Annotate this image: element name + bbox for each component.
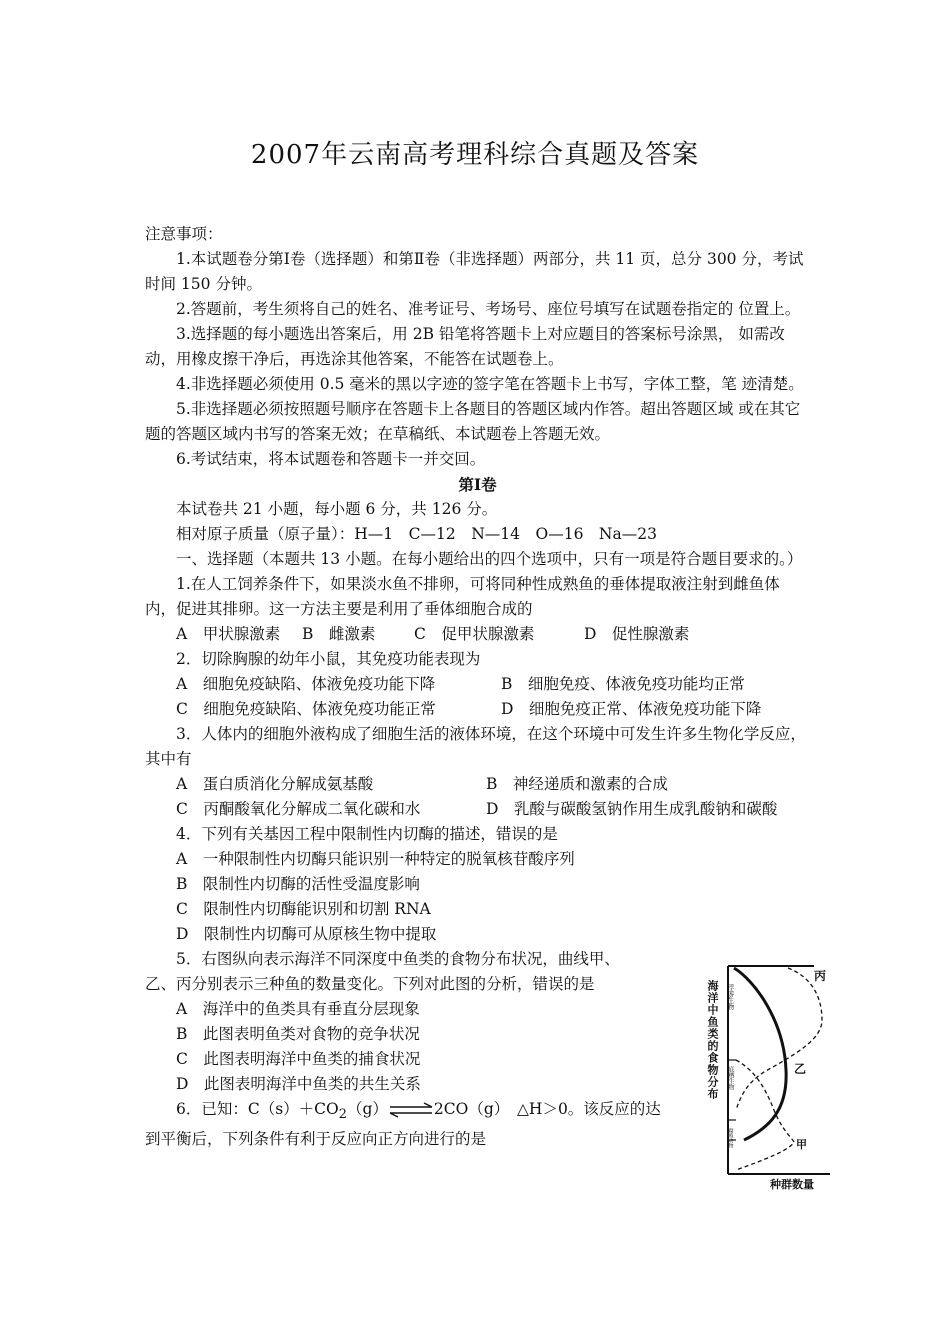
- page-title: 2007年云南高考理科综合真题及答案: [250, 140, 700, 170]
- q5-option-b: B 此图表明鱼类对食物的竞争状况: [176, 1025, 420, 1043]
- fish-distribution-figure: [706, 960, 834, 1192]
- section-heading: 一、选择题（本题共 13 小题。在每小题给出的四个选项中，只有一项是符合题目要求的。）: [176, 550, 803, 568]
- q2-option-c: C 细胞免疫缺陷、体液免疫功能正常: [176, 700, 436, 718]
- q6-stem-pre: 6．已知：C（s）＋CO: [176, 1100, 339, 1118]
- q4-option-b: B 限制性内切酶的活性受温度影响: [176, 875, 420, 893]
- q5-option-d: D 此图表明海洋中鱼类的共生关系: [176, 1075, 421, 1093]
- notice-item-5: 5.非选择题必须按照题号顺序在答题卡上各题目的答题区域内作答。超出答题区域 或在其它题的答题区域内书写的答案无效；在草稿纸、本试题卷上答题无效。: [145, 400, 801, 443]
- q1-option-a: A 甲状腺激素: [176, 625, 281, 643]
- part1-heading: 第Ⅰ卷: [458, 475, 497, 494]
- notice-heading: 注意事项：: [145, 225, 223, 243]
- q3-option-b: B 神经递质和激素的合成: [486, 775, 668, 793]
- atomic-mass-line: 相对原子质量（原子量）：H—1 C—12 N—14 O—16 Na—23: [176, 525, 657, 543]
- curve-yi-label: 乙: [794, 1062, 807, 1076]
- q3-option-d: D 乳酸与碳酸氢钠作用生成乳酸钠和碳酸: [486, 800, 778, 818]
- q4-stem: 4．下列有关基因工程中限制性内切酶的描述，错误的是: [176, 825, 558, 843]
- notice-item-4: 4.非选择题必须使用 0.5 毫米的黑以字迹的签字笔在答题卡上书写，字体工整，笔 迹清楚。: [176, 375, 804, 393]
- notice-item-3: 3.选择题的每小题选出答案后，用 2B 铅笔将答题卡上对应题目的答案标号涂黑， 如需改动，用橡皮擦干净后，再选涂其他答案，不能答在试题卷上。: [145, 325, 785, 368]
- q1-option-b: B 雌激素: [302, 625, 376, 643]
- notice-item-1: 1.本试题卷分第Ⅰ卷（选择题）和第Ⅱ卷（非选择题）两部分，共 11 页，总分 300 分，考试时间 150 分钟。: [145, 250, 804, 293]
- q3-options-row2: [145, 797, 810, 822]
- q2-option-b: B 细胞免疫、体液免疫功能均正常: [501, 675, 745, 693]
- q3-option-c: C 丙酮酸氧化分解成二氧化碳和水: [176, 800, 421, 818]
- q2-options-row2: [145, 697, 810, 722]
- q3-option-a: A 蛋白质消化分解成氨基酸: [176, 775, 374, 793]
- q5-option-a: A 海洋中的鱼类具有垂直分层现象: [176, 1000, 420, 1018]
- q2-options-row1: [145, 672, 810, 697]
- q1-stem: 1.在人工饲养条件下，如果淡水鱼不排卵，可将同种性成熟鱼的垂体提取液注射到雌鱼体内，促进其排卵。这一方法主要是利用了垂体细胞合成的: [145, 575, 780, 618]
- figure-band-mid-label: 底栖生物: [727, 1066, 733, 1090]
- notice-item-6: 6.考试结束，将本试题卷和答题卡一并交回。: [176, 450, 486, 468]
- q6-stem-mid: （g）: [346, 1100, 388, 1118]
- curve-bing-label: 丙: [814, 969, 827, 983]
- q6-stem: [145, 1097, 665, 1152]
- curve-jia-label: 甲: [796, 1139, 807, 1151]
- q6-stem-post: 2CO（g） △H＞0。该反应的达到平衡后，下列条件有利于反应向正方向进行的是: [145, 1100, 661, 1149]
- q1-option-c: C 促甲状腺激素: [414, 625, 535, 643]
- q2-option-a: A 细胞免疫缺陷、体液免疫功能下降: [176, 675, 436, 693]
- notice-item-2: 2.答题前，考生须将自己的姓名、准考证号、考场号、座位号填写在试题卷指定的 位置上。: [176, 300, 801, 318]
- figure-band-top-label: 浮游生物: [726, 984, 734, 1010]
- part1-info: 本试卷共 21 小题，每小题 6 分，共 126 分。: [176, 500, 498, 518]
- q3-options-row1: [145, 772, 810, 797]
- equilibrium-arrows-icon: [388, 1103, 434, 1117]
- q2-stem: 2．切除胸腺的幼年小鼠，其免疫功能表现为: [176, 650, 481, 668]
- figure-x-label: 种群数量: [770, 1179, 814, 1191]
- q6-subscript: 2: [338, 1107, 347, 1123]
- q3-stem: 3．人体内的细胞外液构成了细胞生活的液体环境，在这个环境中可发生许多生物化学反应，其中有: [145, 725, 806, 768]
- q5-stem: 5．右图纵向表示海洋不同深度中鱼类的食物分布状况，曲线甲、乙、丙分别表示三种鱼的数量变化。下列对此图的分析，错误的是: [145, 950, 620, 993]
- figure-band-bottom-label: 腐殖动物: [727, 1128, 733, 1148]
- q4-option-a: A 一种限制性内切酶只能识别一种特定的脱氧核苷酸序列: [176, 850, 575, 868]
- q4-option-c: C 限制性内切酶能识别和切割 RNA: [176, 900, 431, 918]
- q1-options: [145, 622, 810, 647]
- q1-option-d: D 促性腺激素: [584, 625, 690, 643]
- q5-option-c: C 此图表明海洋中鱼类的捕食状况: [176, 1050, 421, 1068]
- curve-yi: [734, 968, 786, 1140]
- curve-bing: [736, 968, 822, 1110]
- q4-option-d: D 限制性内切酶可从原核生物中提取: [176, 925, 437, 943]
- figure-y-label: 海洋中鱼类的食物分布: [706, 980, 718, 1100]
- q2-option-d: D 细胞免疫正常、体液免疫功能下降: [501, 700, 762, 718]
